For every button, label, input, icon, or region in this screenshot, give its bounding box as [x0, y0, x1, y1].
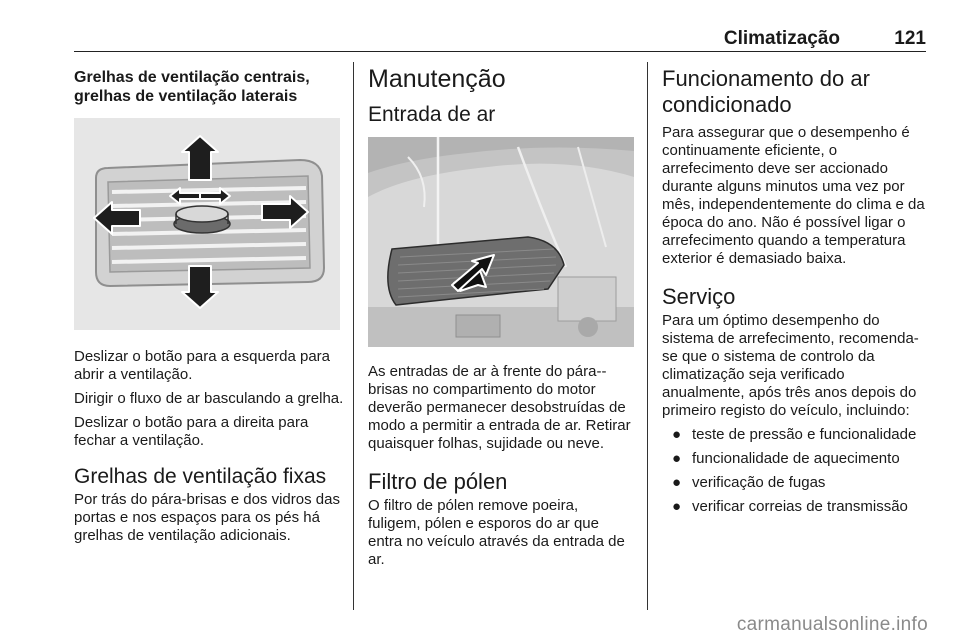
- bullet: ●: [672, 426, 682, 443]
- watermark: carmanualsonline.info: [736, 614, 928, 635]
- paragraph-air-intake: As entradas de ar à frente do pára--brisas no compartimento do motor deverão permanecer desobstruídas de modo a permitir a entrada de ar. Retirar quaisquer folhas, sujidade ou neve.: [368, 363, 631, 452]
- page-header: [74, 26, 926, 52]
- column-3: [662, 66, 928, 522]
- page-number: 121: [894, 28, 926, 49]
- paragraph-service: Para um óptimo desempenho do sistema de arrefecimento, recomenda-se que o sistema de controlo da climatização seja verificado anualmente, após três anos depois do primeiro registo do veículo, incluindo:: [662, 312, 919, 419]
- column-1: [74, 66, 344, 545]
- column-divider-1: [353, 62, 354, 610]
- air-intake-photo: [368, 137, 634, 347]
- engine-bay-figure: [368, 137, 634, 347]
- bullet: ●: [672, 450, 682, 467]
- air-intake-heading: Entrada de ar: [368, 103, 496, 126]
- vent-illustration: [74, 118, 340, 330]
- vents-heading: Grelhas de ventilação centrais, grelhas de ventilação laterais: [74, 69, 310, 105]
- paragraph-fixed-vents: Por trás do pára-brisas e dos vidros das portas e nos espaços para os pés há grelhas de ventilação adicionais.: [74, 491, 340, 544]
- air-vent-figure: [74, 118, 340, 330]
- maintenance-title: Manutenção: [368, 65, 506, 93]
- fixed-vents-heading: Grelhas de ventilação fixas: [74, 465, 327, 488]
- service-heading: Serviço: [662, 284, 736, 309]
- ac-operation-heading: Funcionamento do ar condicionado: [662, 66, 870, 117]
- list-item: ● verificar correias de transmissão: [672, 498, 908, 515]
- paragraph-ac-operation: Para assegurar que o desempenho é continuamente eficiente, o arrefecimento deve ser accionado durante alguns minutos uma vez por mês, independentemente do clima e da época do ano. Não é possível ligar o arrefecimento quando a temperatura exterior é demasiado baixa.: [662, 124, 925, 267]
- pollen-filter-heading: Filtro de pólen: [368, 469, 508, 494]
- list-item: ● funcionalidade de aquecimento: [672, 450, 900, 467]
- paragraph-open-vent: Deslizar o botão para a esquerda para abrir a ventilação.: [74, 348, 330, 383]
- paragraph-pollen-filter: O filtro de pólen remove poeira, fuligem, pólen e esporos do ar que entra no veículo através da entrada de ar.: [368, 497, 625, 568]
- paragraph-direct-air: Dirigir o fluxo de ar basculando a grelha.: [74, 390, 344, 407]
- list-item: ● teste de pressão e funcionalidade: [672, 426, 917, 443]
- bullet: ●: [672, 498, 682, 515]
- list-item: ● verificação de fugas: [672, 474, 826, 491]
- bullet: ●: [672, 474, 682, 491]
- service-checklist: [662, 426, 928, 516]
- column-divider-2: [647, 62, 648, 610]
- paragraph-close-vent: Deslizar o botão para a direita para fechar a ventilação.: [74, 414, 309, 449]
- section-title: Climatização: [723, 28, 840, 49]
- column-2: [368, 66, 634, 569]
